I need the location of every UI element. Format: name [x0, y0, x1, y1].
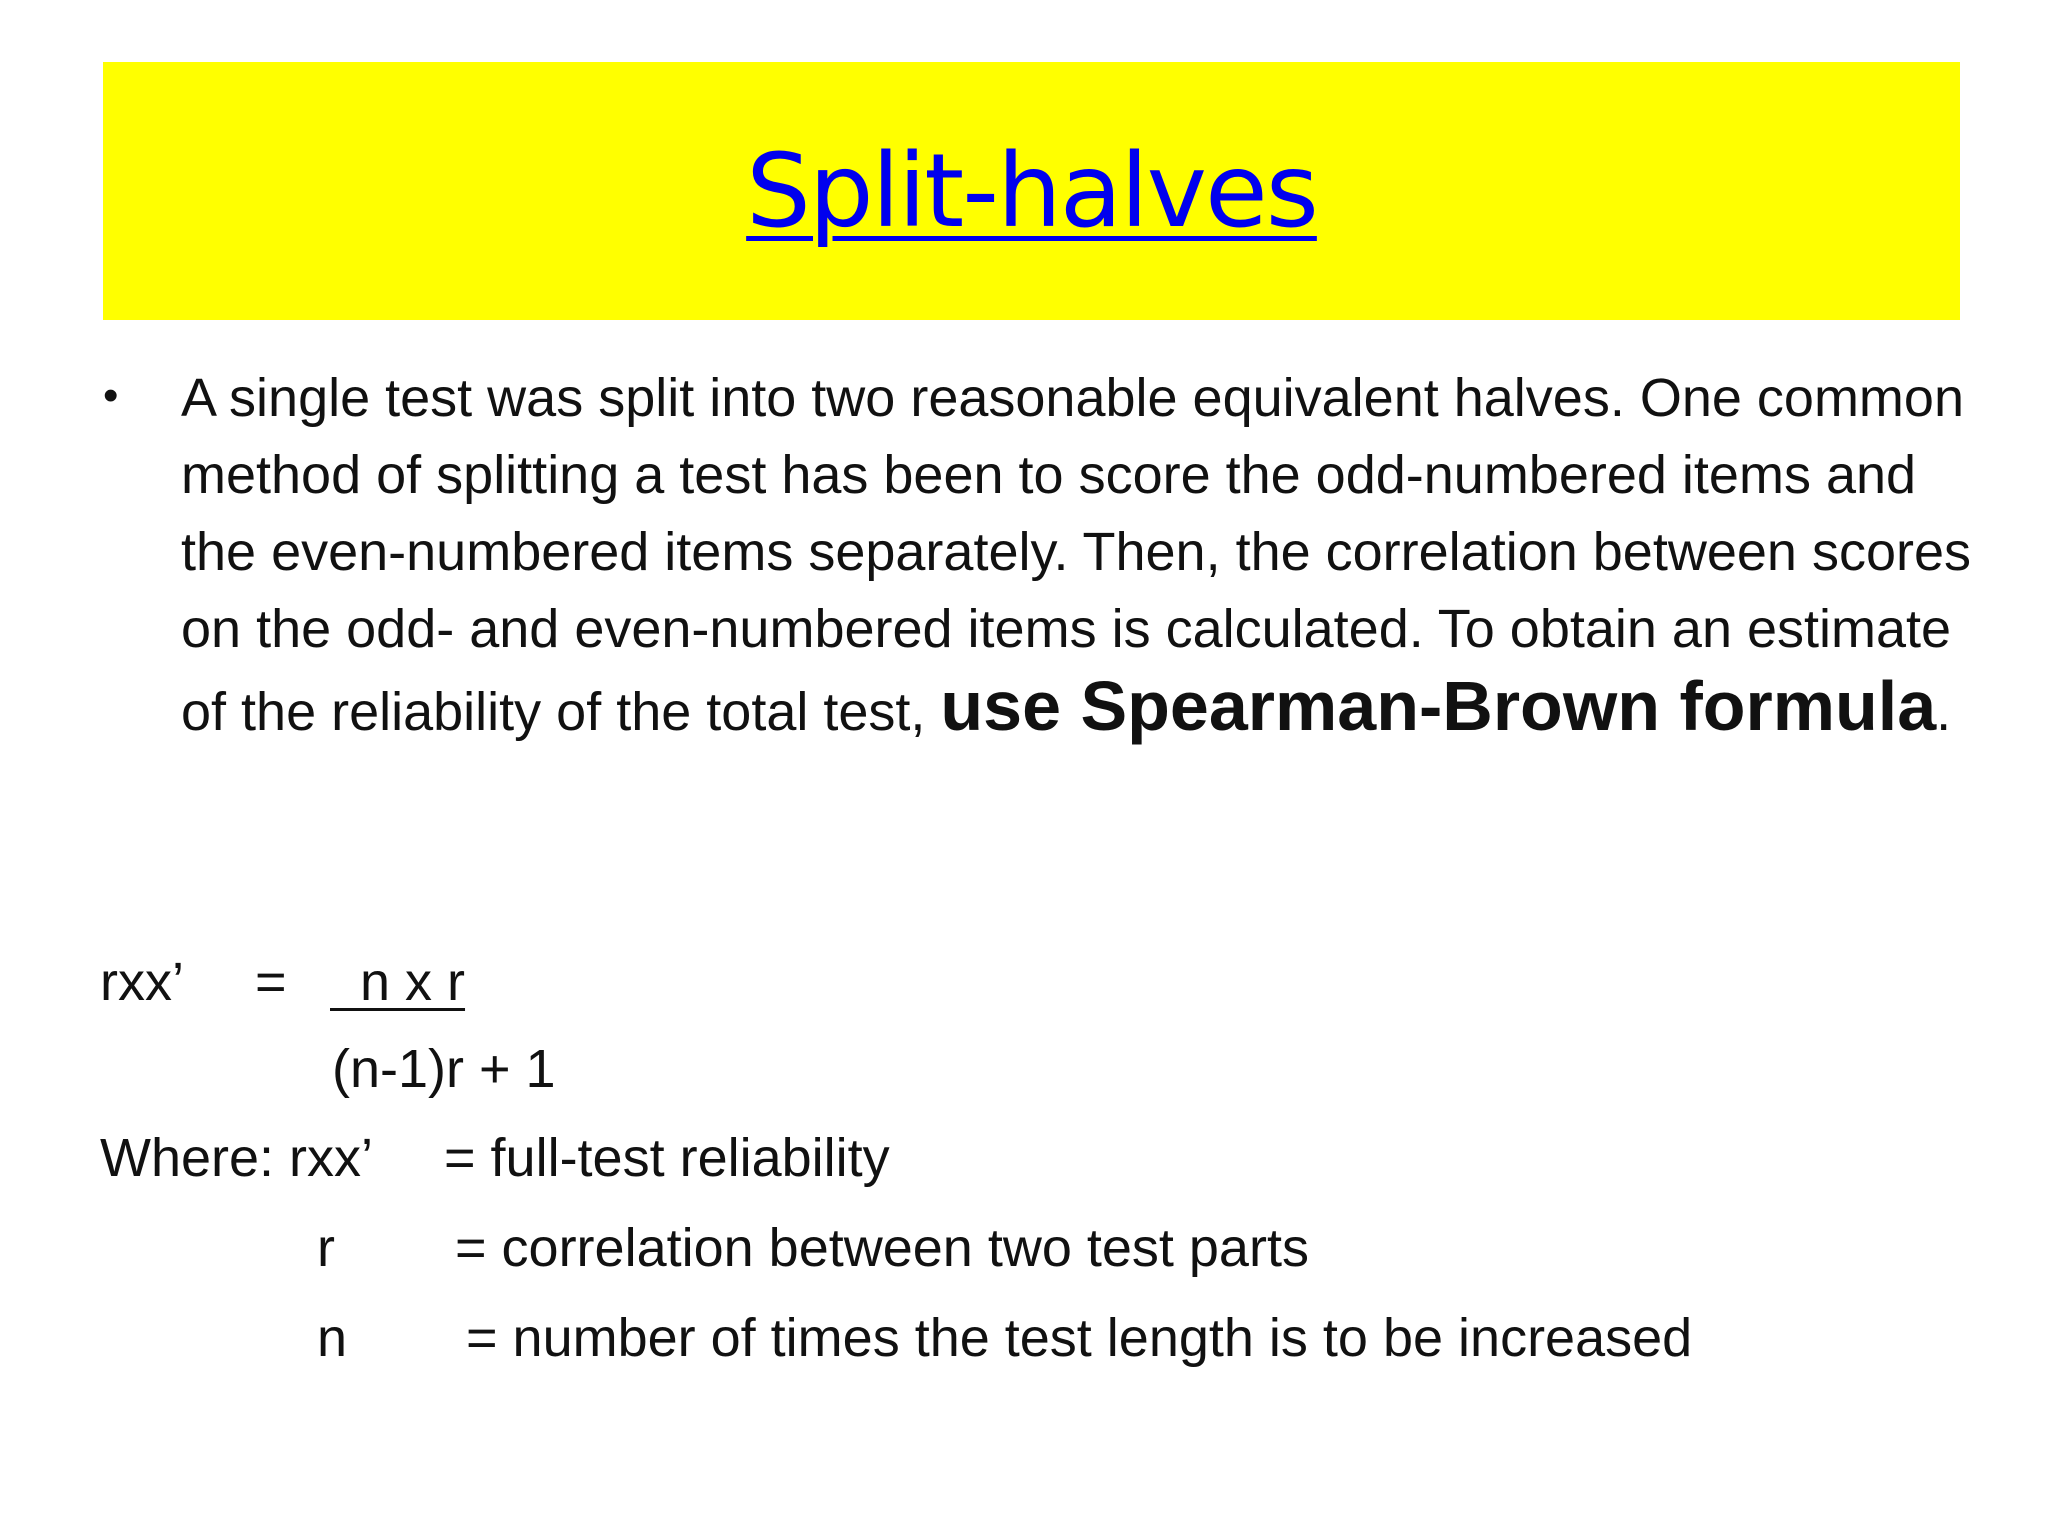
formula-lhs: rxx’ — [100, 952, 184, 1012]
where-definition-n: = number of times the test length is to be increased — [466, 1308, 1693, 1368]
formula-numerator: n x r — [330, 952, 466, 1012]
bullet-marker: • — [103, 371, 119, 420]
bullet-emphasis: use Spearman-Brown formula — [940, 667, 1937, 745]
bullet-body-text: A single test was split into two reasonable equivalent halves. One common method of splitting a test has been to score the odd-numbered items and the even-numbered items separately. Then, the correlation between scores on the odd- and even-numbered items is calculated. To obtain an estimate of the reliability of the total test, — [181, 368, 1971, 742]
where-symbol-n: n — [317, 1308, 348, 1368]
where-definition-r: = correlation between two test parts — [455, 1218, 1309, 1278]
formula-equals: = — [255, 952, 287, 1012]
slide-title-link[interactable]: Split-halves — [746, 131, 1317, 251]
where-definition: = full-test reliability — [444, 1128, 890, 1188]
where-symbol-r: r — [317, 1218, 335, 1278]
where-label: Where: rxx’ — [100, 1128, 374, 1188]
title-banner — [103, 62, 1960, 320]
bullet-item — [181, 360, 1971, 751]
bullet-end: . — [1936, 682, 1952, 742]
formula-denominator: (n-1)r + 1 — [332, 1039, 556, 1099]
